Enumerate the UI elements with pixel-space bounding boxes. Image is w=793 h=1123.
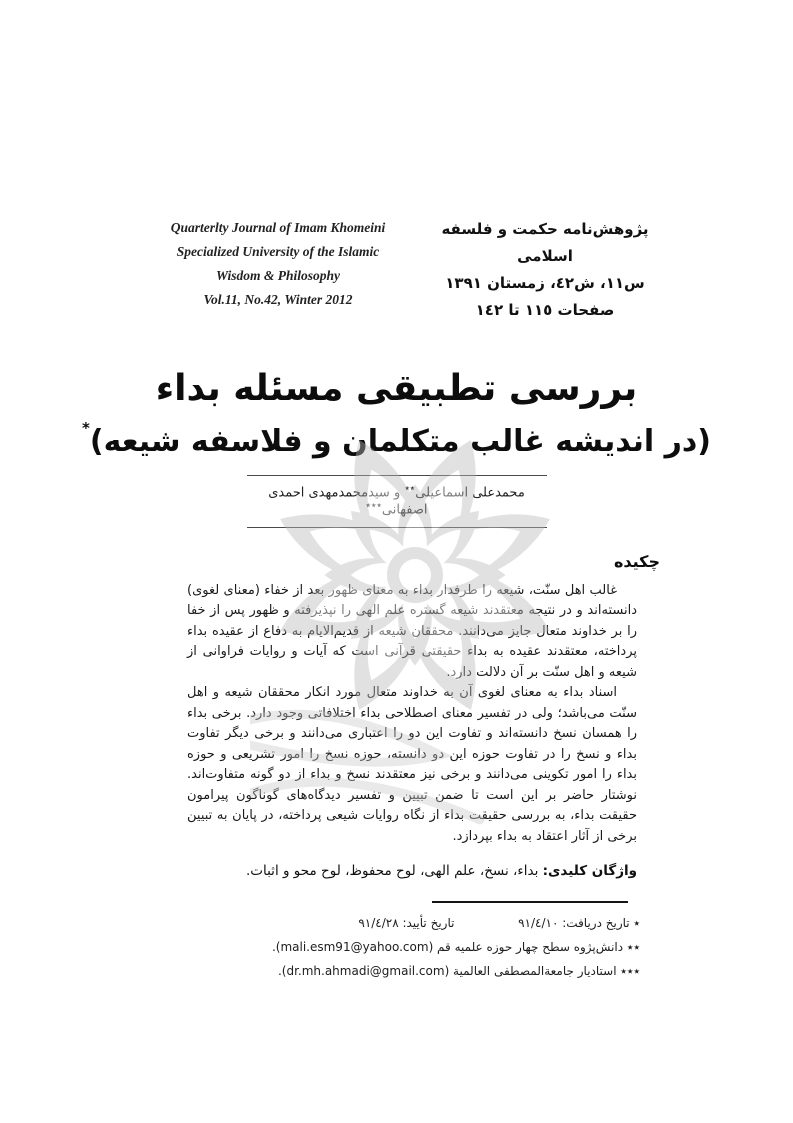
footnote-author-1-marker: ٭٭: [626, 940, 640, 955]
authors-line: [247, 475, 547, 528]
footnote-author-1-text: دانش‌پژوه سطح چهار حوزه علمیه قم (mali.esm91@yahoo.com).: [271, 940, 624, 955]
journal-info-persian: [425, 216, 665, 324]
journal-issue-fa: س١١، ش٤٢، زمستان ١٣٩١: [445, 274, 645, 292]
footnote-author-2: [150, 959, 640, 983]
footnote-dates: [150, 911, 640, 935]
abstract-paragraph-1: غالب اهل سنّت، شیعه را طرفدار بداء به معنای ظهور بعد از خفاء (معنای لغوی) دانسته‌اند و در نتیجه معتقدند شیعه گستره علم الهی را نپذیرفته و ظهور پس از خفا را بر خداوند متعال جایز می‌دانند. محققان شیعه از قدیم‌الایام به دفاع از عقیده بداء پرداخته، معتقدند عقیده به بداء حقیقتی قرآنی است که آیات و روایات فراوانی از شیعه و اهل سنّت بر آن دلالت دارد.: [187, 582, 637, 680]
author-1-name: محمدعلی اسماعیلی: [415, 485, 525, 501]
author-2-footnote-marker: ٭٭٭: [365, 500, 382, 512]
journal-name-en-line1: Quarterlty Journal of Imam Khomeini: [170, 220, 386, 235]
authors-conjunction: و: [393, 485, 401, 501]
article-subtitle-text: (در اندیشه غالب متکلمان و فلاسفه شیعه): [89, 424, 711, 459]
keywords-line: [187, 863, 637, 879]
journal-name-en-line2: Specialized University of the Islamic: [176, 244, 380, 259]
journal-info-english: [150, 216, 406, 312]
article-subtitle: [0, 419, 793, 459]
abstract-heading: چکیده: [613, 551, 660, 571]
received-date: تاریخ دریافت: ٩١/٤/١٠: [518, 916, 630, 931]
author-1-footnote-marker: ٭٭: [404, 483, 416, 494]
footnote-author-2-text: استادیار جامعةالمصطفی العالمیة (dr.mh.ahmadi@gmail.com).: [277, 964, 617, 979]
footnotes: [150, 911, 640, 983]
journal-pages-fa: صفحات ١١٥ تا ١٤٢: [475, 301, 615, 319]
journal-header: [0, 0, 793, 324]
journal-issue-en: Vol.11, No.42, Winter 2012: [203, 292, 353, 307]
title-footnote-marker: *: [82, 419, 90, 437]
approved-date: تاریخ تأیید: ٩١/٤/٢٨: [358, 916, 455, 931]
keywords-label: واژگان کلیدی:: [542, 863, 637, 880]
abstract-paragraph-2: اسناد بداء به معنای لغوی آن به خداوند متعال مورد انکار محققان شیعه و اهل سنّت می‌باشد؛ ولی در تفسیر معنای اصطلاحی بداء اختلافاتی وجود دارد. برخی بداء را همسان نسخ دانسته‌اند و تفاوت این دو را اعتباری می‌دانند و برخی دیگر تفاوت بداء و نسخ را در تفاوت حوزه این دو دانسته، حوزه نسخ را امور تشریعی و حوزه بداء را امور تکوینی می‌دانند و برخی نیز معتقدند نسخ و بداء از دو گونه متفاوت‌اند. نوشتار حاضر بر این است تا ضمن تبیین و تفسیر دیدگاه‌های گوناگون پیرامون حقیقت بداء، به بررسی حقیقت بداء از نگاه روایات شیعی پرداخته، در پایان به تبیین برخی از آثار اعتقاد به بداء بپردازد.: [187, 685, 637, 844]
article-title: بررسی تطبیقی مسئله بداء: [155, 368, 638, 409]
journal-name-fa: پژوهش‌نامه حکمت و فلسفه اسلامی: [441, 220, 649, 265]
footnote-author-2-marker: ٭٭٭: [620, 964, 640, 979]
author-2-name: سیدمحمدمهدی احمدی اصفهانی: [268, 485, 428, 518]
footnote-separator-rule: [432, 901, 628, 903]
footnote-author-1: [150, 935, 640, 959]
keywords-text: بداء، نسخ، علم الهی، لوح محفوظ، لوح محو و اثبات.: [246, 863, 539, 880]
journal-name-en-line3: Wisdom & Philosophy: [215, 268, 341, 283]
footnote-dates-marker: ٭: [633, 916, 640, 931]
abstract-body: [187, 581, 637, 848]
